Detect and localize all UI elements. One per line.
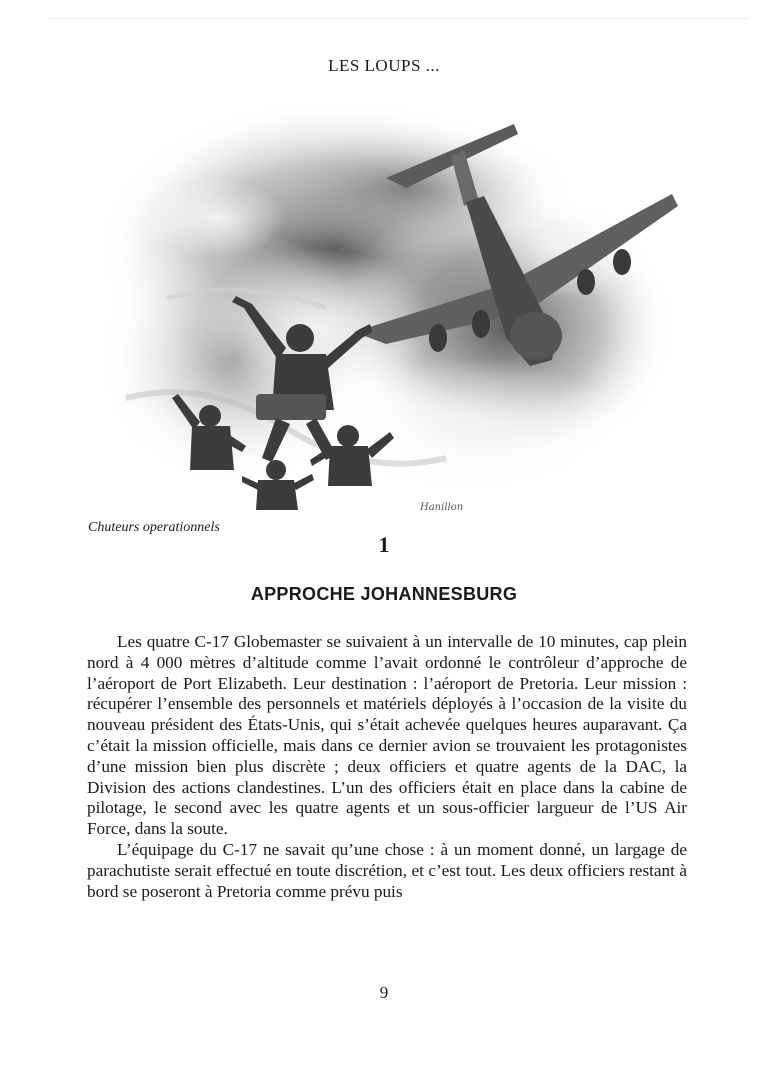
illustration: [86, 98, 686, 518]
chapter-number: 1: [378, 532, 390, 557]
paragraph-1: Les quatre C-17 Globemaster se suivaient à un intervalle de 10 minutes, cap plein nord à 4 000 mètres d’altitude comme l’avait ordonné le contrôleur d’approche de l’aéroport de Port Elizabeth. Leur destination : l’aéroport de Pretoria. Leur mission : récupérer l’ensemble des personnels et matériels déployés à l’occasion de la visite du nouveau président des États-Unis, qui s’était achevée quelques heures auparavant. Ça c’était la mission officielle, mais dans ce dernier avion se trouvaient les protagonistes d’une mission bien plus discrète ; deux officiers et quatre agents de la DAC, la Division des actions clandestines. L’un des officiers était en place dans la cabine de pilotage, le second avec les quatre agents et un sous-officier largueur de l’US Air Force, dans la soute.: [87, 632, 687, 839]
top-rule: [48, 18, 748, 19]
chapter-title: APPROCHE JOHANNESBURG: [250, 584, 518, 604]
paragraph-2: L’équipage du C-17 ne savait qu’une chose : à un moment donné, un largage de parachutiste serait effectué en toute discrétion, et c’est tout. Les deux officiers restant à bord se poseront à Pretoria comme prévu puis: [87, 839, 687, 901]
page-number: 9: [379, 983, 389, 1002]
artist-signature: Hanillon: [420, 502, 464, 513]
running-head: LES LOUPS ...: [328, 56, 440, 75]
body-text: [87, 632, 687, 902]
figure-caption: Chuteurs operationnels: [88, 520, 220, 535]
